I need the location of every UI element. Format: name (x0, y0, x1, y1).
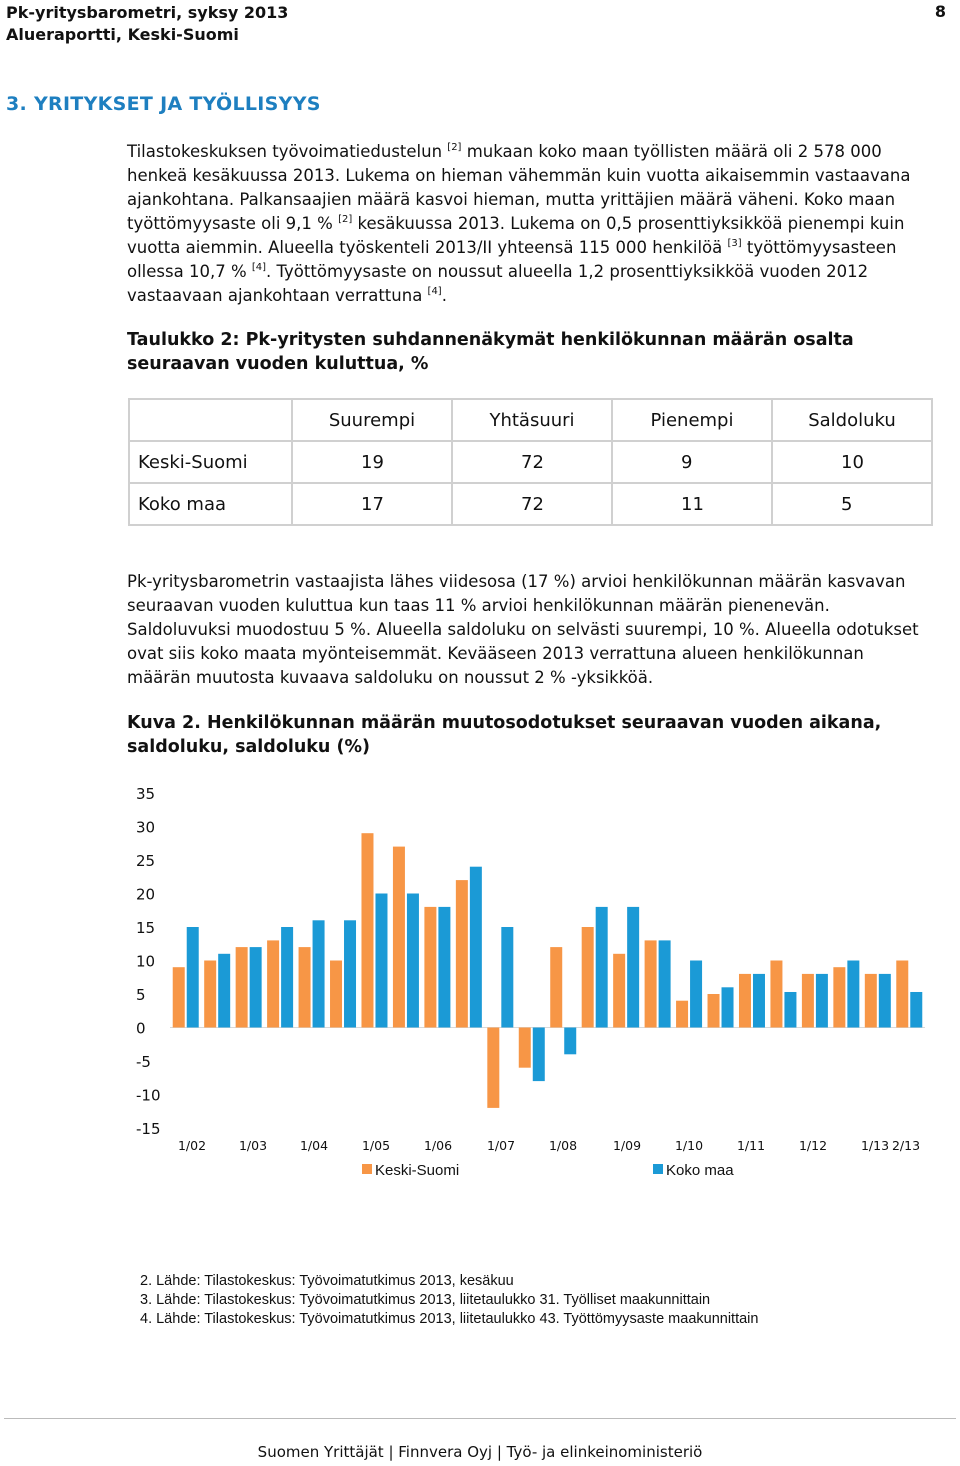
page-number: 8 (934, 2, 946, 21)
references-list (140, 1272, 758, 1329)
bar-koko-maa-1-11 (753, 974, 765, 1028)
bar-keski-suomi-1-03 (236, 947, 248, 1027)
balance-bar-chart (0, 770, 960, 1200)
y-tick-label: 15 (136, 919, 156, 937)
outlook-table (128, 398, 933, 526)
report-title: Pk-yritysbarometri, syksy 2013 (6, 3, 289, 22)
page-footer: Suomen Yrittäjät | Finnvera Oyj | Työ- ja elinkeinoministeriö (257, 1443, 703, 1461)
bar-koko-maa-2-12 (847, 961, 859, 1028)
x-tick-label: 1/08 (548, 1138, 578, 1153)
bar-keski-suomi-1-10 (676, 1001, 688, 1028)
bar-keski-suomi-2-04 (330, 961, 342, 1028)
table-row (129, 483, 932, 525)
bar-koko-maa-1-12 (816, 974, 828, 1028)
footnote-ref-4b: [4] (427, 286, 442, 297)
bar-keski-suomi-1-02 (173, 967, 185, 1027)
bar-keski-suomi-2-07 (519, 1028, 531, 1068)
x-tick-label: 1/07 (486, 1138, 516, 1153)
bar-koko-maa-1-03 (250, 947, 262, 1027)
table-cell: 19 (292, 441, 452, 483)
footnote-ref-2b: [2] (338, 214, 353, 225)
table-cell: 72 (452, 441, 612, 483)
bar-keski-suomi-1-12 (802, 974, 814, 1028)
legend-label: Koko maa (666, 1162, 734, 1179)
row-label: Keski-Suomi (129, 441, 292, 483)
bar-keski-suomi-1-06 (424, 907, 436, 1028)
footnote-ref-3: [3] (727, 238, 742, 249)
bar-koko-maa-2-05 (407, 894, 419, 1028)
table-cell: 11 (612, 483, 772, 525)
table-cell: 5 (772, 483, 932, 525)
figure-caption: Kuva 2. Henkilökunnan määrän muutosodotukset seuraavan vuoden aikana, saldoluku, saldoluku (%) (127, 713, 882, 757)
x-tick-label: 1/04 (299, 1138, 329, 1153)
bar-keski-suomi-2-11 (770, 961, 782, 1028)
bar-keski-suomi-1-08 (550, 947, 562, 1027)
bar-koko-maa-1-07 (501, 927, 513, 1028)
bar-koko-maa-2-07 (533, 1028, 545, 1082)
reference-item: 4. Lähde: Tilastokeskus: Työvoimatutkimus 2013, liitetaulukko 43. Työttömyysaste maakunnittain (140, 1311, 759, 1327)
bar-keski-suomi-2-02 (204, 961, 216, 1028)
x-tick-label: 2/13 (891, 1138, 921, 1153)
section-heading: 3. YRITYKSET JA TYÖLLISYYS (6, 93, 321, 115)
x-tick-label: 1/13 (860, 1138, 890, 1153)
x-tick-label: 1/06 (423, 1138, 453, 1153)
bar-keski-suomi-1-07 (487, 1028, 499, 1108)
bar-keski-suomi-2-08 (582, 927, 594, 1028)
table-cell: 10 (772, 441, 932, 483)
bar-keski-suomi-1-13 (865, 974, 877, 1028)
bar-koko-maa-1-08 (564, 1028, 576, 1055)
legend-swatch (362, 1164, 372, 1174)
footnote-ref-2: [2] (447, 142, 462, 153)
legend-swatch (653, 1164, 663, 1174)
bar-koko-maa-1-13 (879, 974, 891, 1028)
y-tick-label: 10 (136, 952, 156, 971)
x-tick-label: 1/03 (238, 1138, 268, 1153)
bar-keski-suomi-2-06 (456, 880, 468, 1027)
bar-keski-suomi-2-10 (708, 994, 720, 1028)
x-tick-label: 1/05 (361, 1138, 391, 1153)
bar-koko-maa-2-06 (470, 867, 482, 1028)
bar-keski-suomi-1-04 (299, 947, 311, 1027)
y-tick-label: -15 (136, 1120, 161, 1138)
row-label: Koko maa (129, 483, 292, 525)
table-cell: 17 (292, 483, 452, 525)
x-tick-label: 1/11 (736, 1138, 766, 1153)
x-tick-label: 1/09 (612, 1138, 642, 1153)
bar-koko-maa-2-09 (659, 940, 671, 1027)
bar-keski-suomi-2-13 (896, 961, 908, 1028)
bar-keski-suomi-2-03 (267, 940, 279, 1027)
table-caption: Taulukko 2: Pk-yritysten suhdannenäkymät henkilökunnan määrän osalta seuraavan vuoden kuluttua, % (127, 330, 854, 374)
table-header-row (129, 399, 932, 441)
bar-keski-suomi-1-09 (613, 954, 625, 1028)
y-tick-label: 0 (136, 1019, 146, 1038)
bar-koko-maa-1-06 (438, 907, 450, 1028)
bar-koko-maa-2-10 (722, 987, 734, 1027)
bar-keski-suomi-2-05 (393, 847, 405, 1028)
bar-koko-maa-1-10 (690, 961, 702, 1028)
bar-koko-maa-2-13 (910, 992, 922, 1028)
bar-koko-maa-2-11 (784, 992, 796, 1028)
footer-divider (4, 1418, 956, 1419)
bar-keski-suomi-1-11 (739, 974, 751, 1028)
bar-koko-maa-1-09 (627, 907, 639, 1028)
bar-koko-maa-1-02 (187, 927, 199, 1028)
table-cell: 72 (452, 483, 612, 525)
reference-item: 2. Lähde: Tilastokeskus: Työvoimatutkimus 2013, kesäkuu (140, 1273, 514, 1289)
y-tick-label: -10 (136, 1086, 161, 1105)
table-row (129, 441, 932, 483)
bar-koko-maa-1-04 (313, 920, 325, 1027)
y-tick-label: 20 (136, 885, 156, 904)
bar-koko-maa-2-02 (218, 954, 230, 1028)
footnote-ref-4: [4] (251, 262, 267, 273)
y-tick-label: 25 (136, 852, 156, 870)
bar-koko-maa-2-03 (281, 927, 293, 1028)
x-tick-label: 1/12 (798, 1138, 828, 1153)
table-header-cell: Yhtäsuuri (452, 399, 612, 441)
bar-koko-maa-2-08 (596, 907, 608, 1028)
bar-keski-suomi-2-12 (833, 967, 845, 1027)
y-tick-label: 35 (136, 785, 156, 803)
y-tick-label: -5 (136, 1053, 151, 1071)
bar-koko-maa-1-05 (375, 894, 387, 1028)
bar-keski-suomi-1-05 (361, 833, 373, 1027)
y-tick-label: 30 (136, 818, 156, 837)
table-cell: 9 (612, 441, 772, 483)
x-tick-label: 1/02 (177, 1138, 207, 1153)
table-header-cell: Pienempi (612, 399, 772, 441)
table-header-cell (129, 399, 292, 441)
table-header-cell: Suurempi (292, 399, 452, 441)
reference-item: 3. Lähde: Tilastokeskus: Työvoimatutkimus 2013, liitetaulukko 31. Työlliset maakunnittain (140, 1292, 711, 1308)
bar-koko-maa-2-04 (344, 920, 356, 1027)
report-subtitle: Alueraportti, Keski-Suomi (6, 25, 239, 44)
document-header (6, 2, 288, 46)
bar-keski-suomi-2-09 (645, 940, 657, 1027)
table-header-cell: Saldoluku (772, 399, 932, 441)
analysis-paragraph: Pk-yritysbarometrin vastaajista lähes viidesosa (17 %) arvioi henkilökunnan määrän kasvavan seuraavan vuoden kuluttua kun taas 11 % arvioi henkilökunnan määrän pienenevän. Saldoluvuksi muodostuu 5 %. Alueella saldoluku on selvästi suurempi, 10 %. Alueella odotukset ovat siis koko maata myönteisemmät. Kevääseen 2013 verrattuna alueen henkilökunnan määrän muutosta kuvaava saldoluku on noussut 2 % -yksikköä. (127, 572, 919, 687)
intro-paragraph: Tilastokeskuksen työvoimatiedustelun [2] mukaan koko maan työllisten määrä oli 2 578 000 henkeä kesäkuussa 2013. Lukema on hieman vähemmän kuin vuotta aikaisemmin vastaavana ajankohtana. Palkansaajien määrä kasvoi hieman, mutta yrittäjien määrä väheni. Koko maan työttömyysaste oli 9,1 % [2] kesäkuussa 2013. Lukema on 0,5 prosenttiyksikköä pienempi kuin vuotta aiemmin. Alueella työskenteli 2013/II yhteensä 115 000 henkilöä [3] työttömyysasteen ollessa 10,7 % [4]. Työttömyysaste on noussut alueella 1,2 prosenttiyksikköä vuoden 2012 vastaavaan ajankohtaan verrattuna [4]. (127, 142, 911, 305)
legend-label: Keski-Suomi (375, 1162, 460, 1179)
y-tick-label: 5 (136, 986, 146, 1004)
x-tick-label: 1/10 (674, 1138, 704, 1153)
